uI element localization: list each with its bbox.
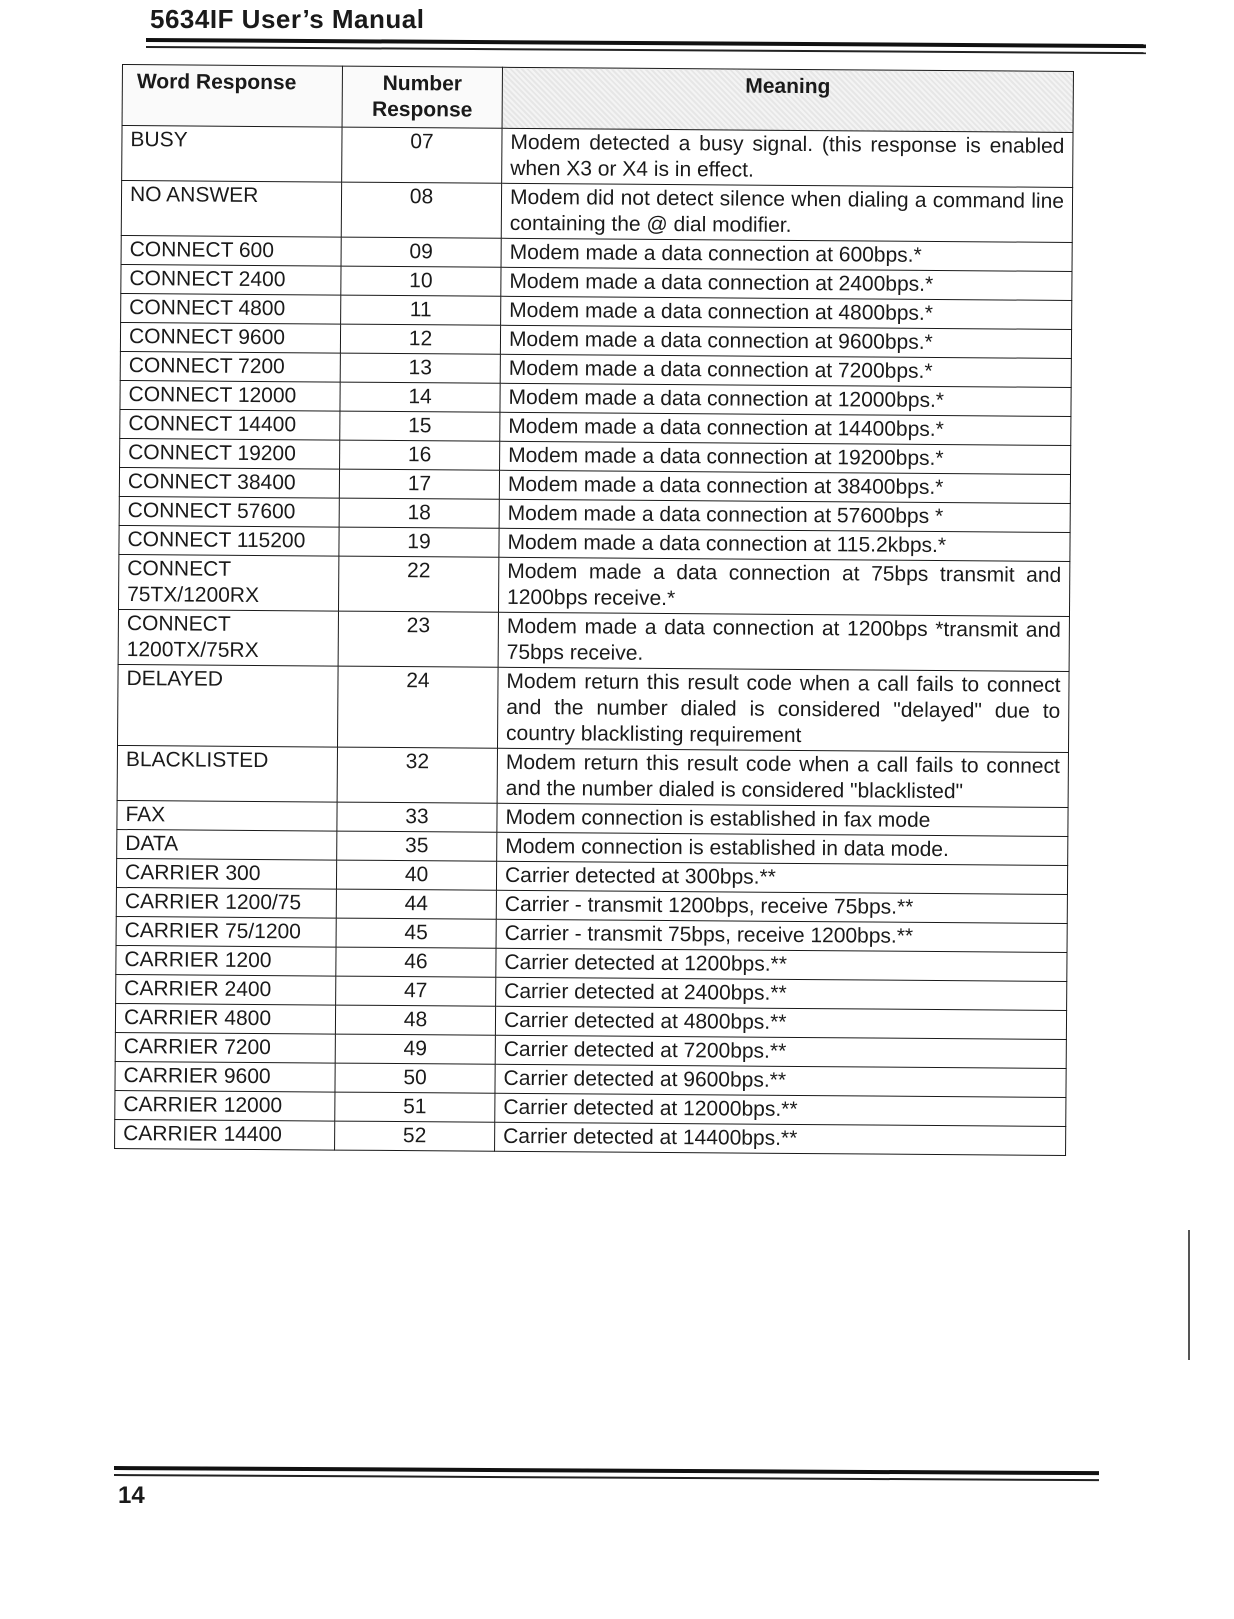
cell-word-response: BUSY: [122, 126, 342, 183]
cell-number-response: 47: [336, 976, 496, 1006]
table-row: [118, 609, 1069, 671]
cell-meaning: Modem made a data connection at 9600bps.*: [500, 325, 1071, 358]
cell-word-response: CONNECT 57600: [119, 496, 339, 527]
cell-meaning: Carrier - transmit 75bps, receive 1200bps.**: [496, 919, 1067, 952]
cell-number-response: 16: [340, 440, 500, 470]
cell-number-response: 10: [341, 266, 501, 296]
cell-word-response: CARRIER 1200/75: [116, 887, 336, 918]
cell-number-response: 23: [338, 611, 498, 667]
cell-number-response: 08: [341, 182, 501, 238]
cell-number-response: 11: [341, 295, 501, 325]
cell-meaning: Modem return this result code when a call fails to connect and the number dialed is considered "blacklisted": [497, 748, 1068, 807]
cell-word-response: CONNECT 7200: [120, 351, 340, 382]
cell-number-response: 35: [337, 831, 497, 861]
cell-word-response: CARRIER 4800: [115, 1003, 335, 1034]
result-codes-table: [114, 64, 1074, 1156]
cell-word-response: CONNECT 4800: [121, 293, 341, 324]
cell-number-response: 40: [336, 860, 496, 890]
cell-meaning: Carrier detected at 1200bps.**: [496, 948, 1067, 981]
cell-meaning: Carrier detected at 2400bps.**: [496, 977, 1067, 1010]
column-header-number-response: Number Response: [342, 66, 502, 128]
cell-word-response: CONNECT 115200: [119, 525, 339, 556]
cell-meaning: Modem made a data connection at 115.2kbps.*: [499, 528, 1070, 561]
cell-number-response: 45: [336, 918, 496, 948]
page-header-title: 5634IF User’s Manual: [150, 4, 425, 34]
cell-meaning: Modem return this result code when a call fails to connect and the number dialed is considered "delayed" due to country blacklisting requirement: [497, 667, 1069, 752]
cell-number-response: 17: [339, 469, 499, 499]
cell-number-response: 51: [335, 1092, 495, 1122]
cell-number-response: 13: [340, 353, 500, 383]
cell-meaning: Modem made a data connection at 2400bps.*: [501, 267, 1072, 300]
cell-number-response: 22: [338, 556, 498, 612]
column-header-word-response: Word Response: [122, 65, 342, 128]
cell-number-response: 48: [335, 1005, 495, 1035]
page-number: 14: [118, 1482, 145, 1509]
table-row: [119, 554, 1070, 616]
table-body: [115, 126, 1073, 1156]
cell-number-response: 12: [340, 324, 500, 354]
scan-edge-mark: [1188, 1230, 1190, 1360]
cell-word-response: CARRIER 9600: [115, 1061, 335, 1092]
cell-word-response: CONNECT 2400: [121, 264, 341, 295]
cell-word-response: CONNECT 19200: [120, 438, 340, 469]
cell-number-response: 33: [337, 802, 497, 832]
cell-meaning: Modem made a data connection at 12000bps.*: [500, 383, 1071, 416]
cell-number-response: 14: [340, 382, 500, 412]
cell-meaning: Modem made a data connection at 19200bps.*: [500, 441, 1071, 474]
cell-meaning: Modem connection is established in data mode.: [497, 832, 1068, 865]
header-rule-thin: [146, 46, 1146, 54]
cell-word-response: CONNECT 14400: [120, 409, 340, 440]
cell-meaning: Modem did not detect silence when dialing a command line containing the @ dial modifier.: [501, 183, 1072, 242]
cell-meaning: Modem made a data connection at 75bps transmit and 1200bps receive.*: [498, 557, 1069, 616]
cell-number-response: 50: [335, 1063, 495, 1093]
table-row: [122, 126, 1073, 188]
cell-number-response: 09: [341, 237, 501, 267]
cell-number-response: 18: [339, 498, 499, 528]
cell-meaning: Modem made a data connection at 7200bps.*: [500, 354, 1071, 387]
cell-word-response: CARRIER 2400: [116, 974, 336, 1005]
cell-number-response: 46: [336, 947, 496, 977]
cell-number-response: 44: [336, 889, 496, 919]
cell-meaning: Carrier detected at 7200bps.**: [495, 1035, 1066, 1068]
cell-number-response: 19: [339, 527, 499, 557]
cell-meaning: Modem made a data connection at 38400bps.*: [499, 470, 1070, 503]
table-row: [115, 1119, 1066, 1155]
cell-word-response: CONNECT 75TX/1200RX: [119, 554, 339, 611]
cell-meaning: Modem detected a busy signal. (this response is enabled when X3 or X4 is in effect.: [502, 128, 1073, 187]
cell-word-response: CONNECT 9600: [120, 322, 340, 353]
cell-meaning: Modem made a data connection at 4800bps.*: [501, 296, 1072, 329]
cell-word-response: CONNECT 1200TX/75RX: [118, 609, 338, 666]
cell-word-response: CARRIER 7200: [115, 1032, 335, 1063]
cell-number-response: 49: [335, 1034, 495, 1064]
cell-word-response: CARRIER 300: [116, 858, 336, 889]
cell-word-response: DATA: [117, 829, 337, 860]
cell-meaning: Carrier detected at 300bps.**: [496, 861, 1067, 894]
cell-number-response: 32: [337, 747, 497, 803]
table-row: [121, 181, 1072, 243]
cell-number-response: 15: [340, 411, 500, 441]
cell-meaning: Modem connection is established in fax mode: [497, 803, 1068, 836]
table-row: [118, 664, 1070, 752]
cell-meaning: Carrier detected at 12000bps.**: [495, 1093, 1066, 1126]
cell-word-response: CONNECT 12000: [120, 380, 340, 411]
result-codes-table-container: [114, 64, 1074, 1156]
cell-number-response: 52: [335, 1121, 495, 1151]
cell-meaning: Carrier detected at 14400bps.**: [495, 1122, 1066, 1155]
cell-word-response: CARRIER 12000: [115, 1090, 335, 1121]
table-header-row: [122, 65, 1073, 133]
table-row: [117, 745, 1068, 807]
cell-word-response: CARRIER 75/1200: [116, 916, 336, 947]
cell-number-response: 07: [342, 127, 502, 183]
footer-rule-thin: [114, 1474, 1099, 1481]
cell-word-response: BLACKLISTED: [117, 745, 337, 802]
cell-number-response: 24: [337, 666, 498, 748]
cell-meaning: Modem made a data connection at 57600bps *: [499, 499, 1070, 532]
cell-meaning: Modem made a data connection at 1200bps *transmit and 75bps receive.: [498, 612, 1069, 671]
cell-word-response: CONNECT 38400: [119, 467, 339, 498]
cell-word-response: FAX: [117, 800, 337, 831]
cell-meaning: Carrier - transmit 1200bps, receive 75bps.**: [496, 890, 1067, 923]
cell-meaning: Carrier detected at 4800bps.**: [495, 1006, 1066, 1039]
cell-word-response: CONNECT 600: [121, 235, 341, 266]
cell-meaning: Carrier detected at 9600bps.**: [495, 1064, 1066, 1097]
cell-meaning: Modem made a data connection at 14400bps.*: [500, 412, 1071, 445]
cell-meaning: Modem made a data connection at 600bps.*: [501, 238, 1072, 271]
cell-word-response: NO ANSWER: [121, 181, 341, 238]
column-header-meaning: Meaning: [502, 67, 1073, 132]
cell-word-response: CARRIER 14400: [115, 1119, 335, 1150]
cell-word-response: CARRIER 1200: [116, 945, 336, 976]
cell-word-response: DELAYED: [118, 664, 339, 747]
